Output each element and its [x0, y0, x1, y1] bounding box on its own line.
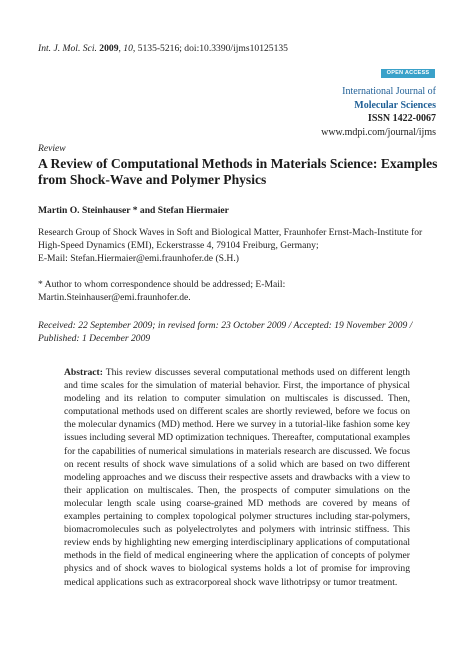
abstract: [64, 366, 410, 589]
journal-issn: ISSN 1422-0067: [367, 113, 436, 125]
citation-year: 2009: [99, 43, 119, 54]
citation-pages-doi: , 5135-5216; doi:10.3390/ijms10125135: [132, 43, 288, 54]
author-affiliation: [38, 227, 438, 265]
journal-citation: Int. J. Mol. Sci. 2009, 10, 5135-5216; doi:10.3390/ijms10125135: [38, 43, 288, 54]
citation-journal: Int. J. Mol. Sci.: [38, 43, 97, 54]
journal-name-line2: Molecular Sciences: [354, 99, 436, 111]
abstract-label: Abstract:: [64, 367, 103, 378]
dates-line: Received: 22 September 2009; in revised form: 23 October 2009 / Accepted: 19 November 2009 /: [38, 320, 413, 331]
affiliation-line: Research Group of Shock Waves in Soft and Biological Matter, Fraunhofer Ernst-Mach-Institute for: [38, 227, 423, 238]
journal-url[interactable]: www.mdpi.com/journal/ijms: [321, 126, 436, 138]
affiliation-line: High-Speed Dynamics (EMI), Eckerstrasse 4, 79104 Freiburg, Germany;: [38, 239, 319, 251]
paper-title: A Review of Computational Methods in Materials Science: Examples from Shock-Wave and Polymer Physics: [38, 156, 438, 188]
abstract-text: This review discusses several computational methods used on different length and time scales for the simulation of material behavior. First, the importance of physical modeling and its relation to computer simulation on multiscales is discussed. Then, computational methods used on different scales are shortly reviewed, before we focus on the molecular dynamics (MD) method. Here we survey in a tutorial-like fashion some key issues including several MD optimization techniques. Thereafter, computational examples for the capabilities of numerical simulations in materials research are discussed. We focus on recent results of shock wave simulations of a solid which are based on two different modeling approaches and we discuss their respective assets and drawbacks with a view to their application on multiscales. Then, the prospects of computer simulations on the molecular length scale using coarse-grained MD methods are covered by means of examples pertaining to complex topological polymer structures including star-polymers, biomacromolecules such as polyelectrolytes and polymers with intrinsic stiffness. This review ends by highlighting new emerging interdisciplinary applications of computational methods in the field of medical engineering where the application of concepts of polymer physics and of shock waves to biological systems holds a lot of promise for improving medical applications such as extracorporeal shock wave lithotripsy or tumor treatment.: [64, 367, 410, 588]
paper-authors: Martin O. Steinhauser * and Stefan Hiermaier: [38, 205, 229, 216]
journal-name-line1: International Journal of: [342, 86, 436, 97]
article-type: Review: [38, 143, 66, 154]
correspondence-note: [38, 279, 438, 305]
open-access-badge: OPEN ACCESS: [381, 69, 435, 78]
journal-info: [321, 85, 436, 139]
affiliation-email[interactable]: E-Mail: Stefan.Hiermaier@emi.fraunhofer.de (S.H.): [38, 252, 239, 264]
publication-dates: [38, 319, 438, 346]
correspondence-email[interactable]: Martin.Steinhauser@emi.fraunhofer.de.: [38, 291, 191, 303]
citation-volume: 10: [123, 43, 133, 54]
correspondence-line: * Author to whom correspondence should be addressed; E-Mail:: [38, 279, 286, 290]
dates-line: Published: 1 December 2009: [38, 333, 151, 345]
